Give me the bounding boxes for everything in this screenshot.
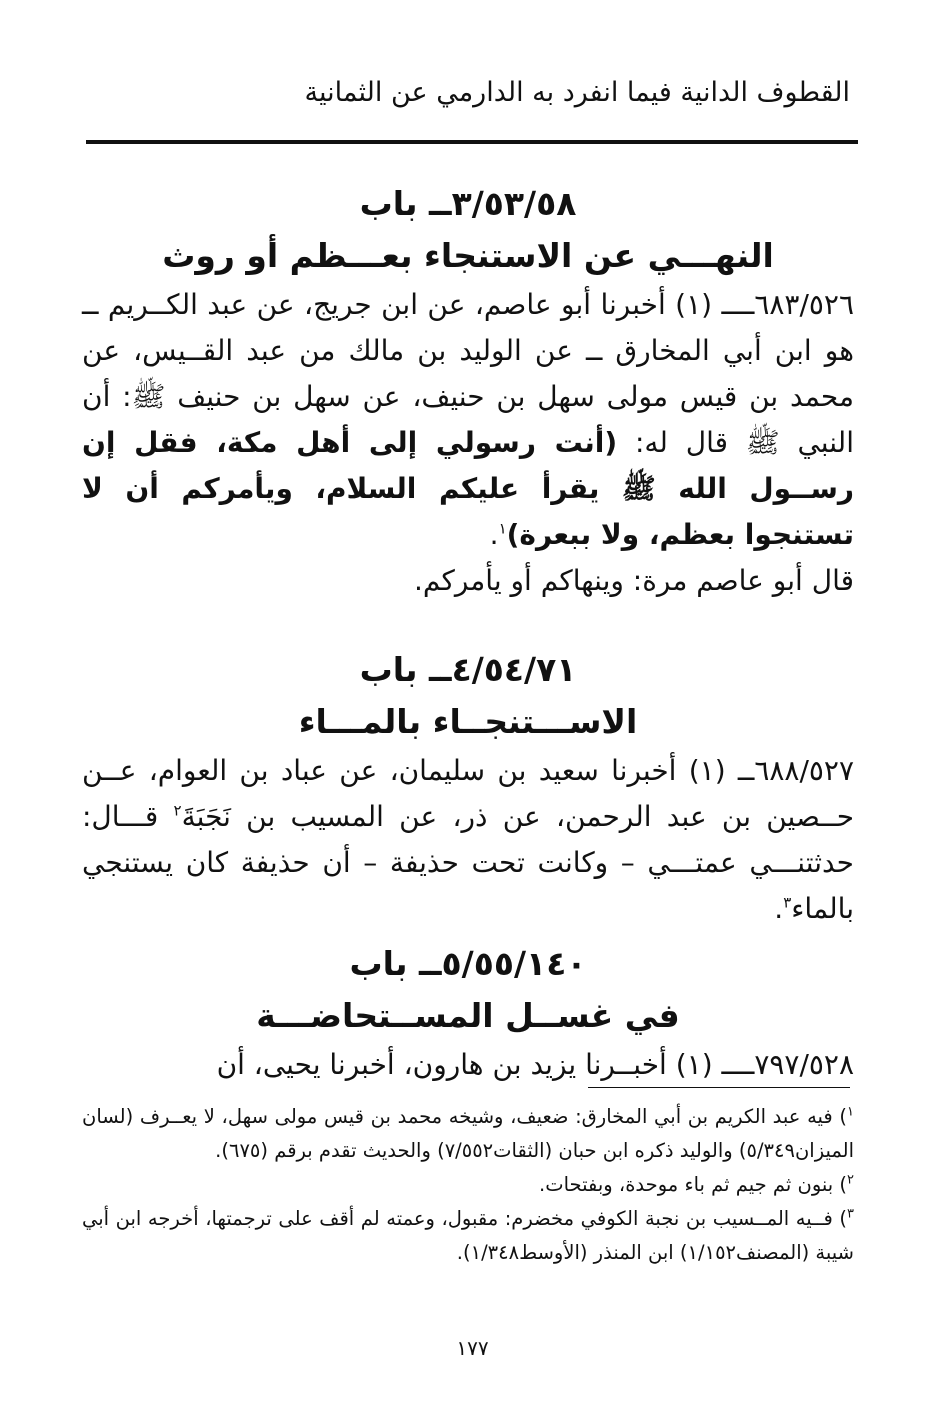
narrator-remark: قال أبو عاصم مرة: وينهاكم أو يأمركم. bbox=[413, 564, 854, 597]
hadith-paragraph bbox=[82, 748, 854, 932]
footnote-text: ) فــيه المــسيب بن نجبة الكوفي مخضرم: مقبول، وعمته لم أقف على ترجمتها، أخرجه ابن أبي شيبة (المصنف١/١٥٢) ابن المنذر (الأوسط١/٣٤٨). bbox=[82, 1207, 854, 1264]
hadith-end: . bbox=[489, 518, 499, 551]
hadith-text: ٦٨٨/٥٢٧ــ (١) أخبرنا سعيد بن سليمان، عن عباد بن العوام، عــن حــصين بن عبد الرحمن، عن ذر، عن المسيب بن نَجَبَةَ bbox=[82, 754, 855, 833]
chapter-number: ٣/٥٣/٥٨ــ باب bbox=[359, 184, 577, 223]
chapter-title: النهـــي عن الاستنجاء بعـــظم أو روث bbox=[162, 236, 774, 275]
footnote-3 bbox=[82, 1202, 854, 1270]
hadith-text: ٦٨٣/٥٢٦ــــ (١) أخبرنا أبو عاصم، عن ابن جريج، عن عبد الكــريم ــ هو ابن أبي المخارق ــ عن الوليد بن مالك من عبد القــيس، عن محمد بن قيس مولى سهل بن حنيف، عن سهل بن حنيف ﷺ: أن النبي ﷺ قال له: bbox=[82, 288, 855, 459]
footnote-reference[interactable]: ١ bbox=[498, 519, 507, 538]
chapter-section bbox=[82, 938, 854, 1088]
footnote-number: ٢ bbox=[847, 1172, 854, 1188]
hadith-text-continued: قـــال: حدثتنـــي عمتـــي – وكانت تحت حذيفة – أن حذيفة كان يستنجي بالماء bbox=[82, 800, 854, 925]
hadith-paragraph bbox=[82, 282, 854, 558]
main-text bbox=[82, 178, 854, 1088]
footnote-text: ) بنون ثم جيم ثم باء موحدة، وبفتحات. bbox=[539, 1173, 848, 1196]
footnote-number: ٣ bbox=[847, 1206, 854, 1222]
chapter-section bbox=[82, 644, 854, 932]
footnote-number: ١ bbox=[847, 1104, 854, 1120]
footnote-reference[interactable]: ٢ bbox=[173, 801, 182, 820]
running-header: القطوف الدانية فيما انفرد به الدارمي عن الثمانية bbox=[304, 77, 850, 108]
page-number: ١٧٧ bbox=[456, 1336, 489, 1360]
chapter-number: ٥/٥٥/١٤٠ــ باب bbox=[349, 944, 587, 983]
footnote-rule bbox=[588, 1087, 850, 1088]
chapter-section bbox=[82, 178, 854, 604]
chapter-title: الاســـتنجــاء بالمـــاء bbox=[298, 702, 638, 741]
footnote-reference[interactable]: ٣ bbox=[783, 893, 792, 912]
hadith-quote: (أنت رسولي إلى أهل مكة، فقل إن رســول الله ﷺ يقرأ عليكم السلام، ويأمركم أن لا تستنجوا بعظم، ولا ببعرة) bbox=[82, 426, 854, 551]
hadith-paragraph: ٧٩٧/٥٢٨ــــ (١) أخبــرنا يزيد بن هارون، أخبرنا يحيى، أن bbox=[216, 1048, 854, 1081]
chapter-title: في غســل المســتحاضـــة bbox=[256, 996, 680, 1035]
footnote-text: ) فيه عبد الكريم بن أبي المخارق: ضعيف، وشيخه محمد بن قيس مولى سهل، لا يعــرف (لسان الميزان٥/٣٤٩) والوليد ذكره ابن حبان (الثقات٧/٥٥٢) والحديث تقدم برقم (٦٧٥). bbox=[82, 1105, 854, 1162]
header-rule bbox=[86, 140, 858, 144]
footnote-1 bbox=[82, 1100, 854, 1168]
footnotes bbox=[82, 1100, 854, 1270]
hadith-end: . bbox=[774, 892, 784, 925]
chapter-number: ٤/٥٤/٧١ــ باب bbox=[359, 650, 577, 689]
footnote-2 bbox=[82, 1168, 854, 1202]
